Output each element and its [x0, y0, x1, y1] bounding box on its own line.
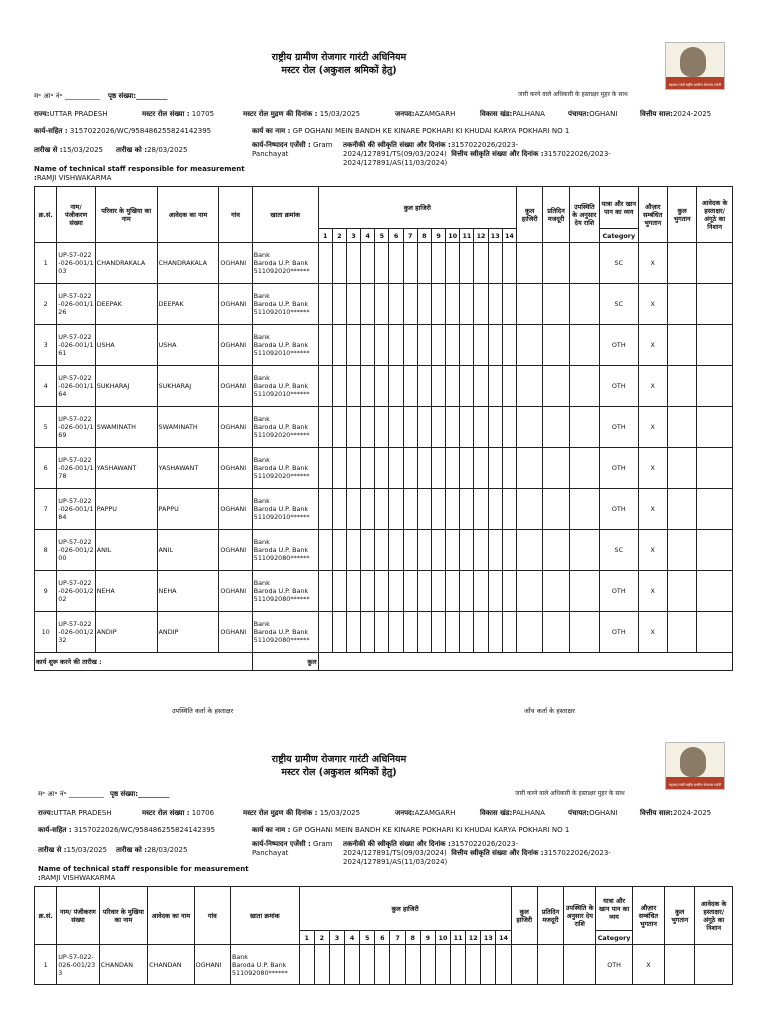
row-head: ANDIP — [95, 612, 157, 653]
from-date-field: तारीख से :15/03/2025 — [34, 146, 103, 154]
print-date-field: मस्टर रोल मुद्रण की दिनांक : 15/03/2025 — [243, 809, 361, 817]
attendance-cell[interactable] — [435, 945, 450, 985]
day-header: 1 — [318, 229, 332, 243]
logo-caption: महात्मा गांधी राष्ट्रीय ग्रामीण रोजगार गारंटी — [668, 783, 722, 787]
act-title: राष्ट्रीय ग्रामीण रोजगार गारंटी अधिनियम — [271, 52, 407, 63]
col-applicant: आवेदक का नाम — [148, 887, 194, 945]
row-account: Bank Baroda U.P. Bank 511092080****** — [252, 571, 318, 612]
row-tools: X — [638, 366, 667, 407]
day-header: 9 — [420, 931, 435, 945]
day-header: 5 — [375, 229, 389, 243]
attendance-cell[interactable] — [329, 945, 344, 985]
district-field: जनपद:AZAMGARH — [395, 809, 456, 817]
row-village: OGHANI — [219, 284, 252, 325]
block-field: विकास खंड:PALHANA — [480, 110, 545, 118]
row-account: Bank Baroda U.P. Bank 511092080****** — [252, 530, 318, 571]
row-head: PAPPU — [95, 489, 157, 530]
col-category: Category — [596, 931, 632, 945]
day-header: 7 — [403, 229, 417, 243]
row-sno: 10 — [35, 612, 57, 653]
row-tools: X — [638, 530, 667, 571]
day-header: 7 — [390, 931, 405, 945]
roll-title: मस्टर रोल (अकुशल श्रमिकों हेतु) — [281, 767, 397, 778]
day-header: 3 — [346, 229, 360, 243]
row-sno: 4 — [35, 366, 57, 407]
attendance-taker-signature: उपस्थिति कर्ता के हस्ताक्षर — [172, 707, 234, 715]
row-village: OGHANI — [219, 325, 252, 366]
col-category: Category — [600, 229, 638, 243]
row-category: OTH — [600, 612, 638, 653]
row-tools: X — [638, 489, 667, 530]
row-due — [564, 945, 596, 985]
day-header: 14 — [496, 931, 511, 945]
day-header: 13 — [488, 229, 502, 243]
attendance-cell[interactable] — [345, 945, 360, 985]
row-signature — [695, 945, 733, 985]
col-due: उपस्थिति के अनुसार देय राशि — [569, 187, 599, 243]
day-header: 11 — [451, 931, 466, 945]
row-tools: X — [638, 243, 667, 284]
gandhi-portrait-icon — [680, 747, 706, 777]
row-registration: UP-57-022-026-001/164 — [57, 366, 95, 407]
row-category: SC — [600, 284, 638, 325]
row-account: Bank Baroda U.P. Bank 511092020****** — [252, 407, 318, 448]
col-total-pay: कुल भुगतान — [667, 187, 696, 243]
panchayat-field: पंचायत:OGHANI — [568, 110, 618, 118]
row-village: OGHANI — [194, 945, 230, 985]
col-head: परिवार के मुखिया का नाम — [95, 187, 157, 243]
col-tools: औज़ार सम्बंधित भुगतान — [632, 887, 664, 945]
day-header: 12 — [466, 931, 481, 945]
col-daily-wage: प्रतिदिन मजदूरी — [543, 187, 569, 243]
row-category: SC — [600, 243, 638, 284]
col-sno: क्र.सं. — [35, 187, 57, 243]
attendance-cell[interactable] — [314, 945, 329, 985]
col-travel: यात्रा और खान पान का व्यय — [596, 887, 632, 931]
day-header: 10 — [435, 931, 450, 945]
seal-note: जारी करने वाले अधिकारी के हस्ताक्षर मुहर के साथ — [518, 91, 628, 98]
roll-number-field: मस्टर रोल संख्या : 10706 — [142, 809, 215, 817]
attendance-cell[interactable] — [420, 945, 435, 985]
to-date-field: तारीख को :28/03/2025 — [116, 146, 188, 154]
row-village: OGHANI — [219, 366, 252, 407]
row-head: SUKHARAJ — [95, 366, 157, 407]
row-tools: X — [638, 571, 667, 612]
row-category: OTH — [600, 407, 638, 448]
day-header: 8 — [405, 931, 420, 945]
start-date-label: कार्य शुरू करने की तारीख : — [35, 653, 253, 671]
muster-table — [34, 886, 733, 985]
state-field: राज्य:UTTAR PRADESH — [34, 110, 108, 118]
col-attendance: कुल हाजिरी — [299, 887, 511, 931]
district-field: जनपद:AZAMGARH — [395, 110, 456, 118]
row-applicant: NEHA — [157, 571, 219, 612]
row-applicant: CHANDAN — [148, 945, 194, 985]
col-registration: नाम/ पंजीकरण संख्या — [57, 887, 99, 945]
row-account: Bank Baroda U.P. Bank 511092080****** — [252, 612, 318, 653]
day-header: 11 — [460, 229, 474, 243]
col-signature: आवेदक के हस्ताक्षर/ अंगूठे का निशान — [695, 887, 733, 945]
panchayat-field: पंचायत:OGHANI — [568, 809, 618, 817]
row-category: OTH — [600, 571, 638, 612]
row-sno: 7 — [35, 489, 57, 530]
row-village: OGHANI — [219, 243, 252, 284]
row-account: Bank Baroda U.P. Bank 511092010****** — [252, 366, 318, 407]
agency-field: कार्य-निष्पादन एजेंसी : Gram Panchayat — [252, 840, 333, 857]
day-header: 2 — [314, 931, 329, 945]
row-sno: 9 — [35, 571, 57, 612]
col-village: गांव — [194, 887, 230, 945]
row-tools: X — [638, 325, 667, 366]
row-daily-wage — [537, 945, 563, 985]
row-registration: UP-57-022-026-001/126 — [57, 284, 95, 325]
sanction-field: तकनीकी की स्वीकृति संख्या और दिनांक :3157022026/2023-2024/127891/TS(09/03/2024) वित्तीय स्वीकृति संख्या और दिनांक :3157022026/2023-2024/127891/AS(11/03/2024) — [343, 141, 611, 167]
row-applicant: SUKHARAJ — [157, 366, 219, 407]
seal-note: जारी करने वाले अधिकारी के हस्ताक्षर मुहर के साथ — [515, 790, 625, 797]
row-village: OGHANI — [219, 571, 252, 612]
page-number: पृष्ठ संख्या:_________ — [108, 92, 168, 100]
row-applicant: CHANDRAKALA — [157, 243, 219, 284]
day-header: 9 — [431, 229, 445, 243]
row-registration: UP-57-022-026-001/161 — [57, 325, 95, 366]
row-sno: 1 — [35, 243, 57, 284]
day-header: 3 — [329, 931, 344, 945]
row-category: OTH — [600, 325, 638, 366]
ma-no: म॰ आ॰ नं॰ __________ — [34, 92, 100, 100]
attendance-cell[interactable] — [375, 945, 390, 985]
day-header: 5 — [360, 931, 375, 945]
row-category: SC — [600, 530, 638, 571]
work-name-field: कार्य का नाम : GP OGHANI MEIN BANDH KE KINARE POKHARI KI KHUDAI KARYA POKHARI NO 1 — [252, 826, 570, 834]
attendance-cell[interactable] — [405, 945, 420, 985]
attendance-cell[interactable] — [451, 945, 466, 985]
roll-number-field: मस्टर रोल संख्या : 10705 — [142, 110, 215, 118]
col-tools: औज़ार सम्बंधित भुगतान — [638, 187, 667, 243]
roll-title: मस्टर रोल (अकुशल श्रमिकों हेतु) — [281, 65, 397, 76]
fy-field: वित्तीय साल:2024-2025 — [640, 809, 712, 817]
col-total-attendance: कुल हाजिरी — [517, 187, 543, 243]
col-total-attendance: कुल हाजिरी — [511, 887, 537, 945]
row-head: YASHAWANT — [95, 448, 157, 489]
attendance-cell[interactable] — [466, 945, 481, 985]
day-header: 4 — [361, 229, 375, 243]
row-applicant: ANIL — [157, 530, 219, 571]
row-village: OGHANI — [219, 530, 252, 571]
row-category: OTH — [596, 945, 632, 985]
row-applicant: YASHAWANT — [157, 448, 219, 489]
print-date-field: मस्टर रोल मुद्रण की दिनांक : 15/03/2025 — [243, 110, 361, 118]
total-label: कुल — [252, 653, 318, 671]
col-daily-wage: प्रतिदिन मजदूरी — [537, 887, 563, 945]
row-applicant: PAPPU — [157, 489, 219, 530]
page-number: पृष्ठ संख्या:_________ — [110, 790, 170, 798]
to-date-field: तारीख को :28/03/2025 — [116, 846, 188, 854]
day-header: 14 — [502, 229, 516, 243]
row-head: DEEPAK — [95, 284, 157, 325]
tech-staff-field: Name of technical staff responsible for measurement :RAMJI VISHWAKARMA — [38, 865, 249, 882]
day-header: 1 — [299, 931, 314, 945]
row-account: Bank Baroda U.P. Bank 511092010****** — [252, 325, 318, 366]
row-category: OTH — [600, 448, 638, 489]
row-tools: X — [638, 407, 667, 448]
col-signature: आवेदक के हस्ताक्षर/ अंगूठे का निशान — [697, 187, 733, 243]
act-title: राष्ट्रीय ग्रामीण रोजगार गारंटी अधिनियम — [271, 754, 407, 765]
row-account: Bank Baroda U.P. Bank 511092010****** — [252, 489, 318, 530]
row-registration: UP-57-022-026-001/184 — [57, 489, 95, 530]
row-category: OTH — [600, 366, 638, 407]
row-applicant: ANDIP — [157, 612, 219, 653]
row-registration: UP-57-022-026-001/232 — [57, 612, 95, 653]
col-head: परिवार के मुखिया का नाम — [99, 887, 147, 945]
row-registration: UP-57-022-026-001/202 — [57, 571, 95, 612]
ma-no: म॰ आ॰ नं॰ __________ — [38, 790, 104, 798]
col-registration: नाम/ पंजीकरण संख्या — [57, 187, 95, 243]
col-due: उपस्थिति के अनुसार देय राशि — [564, 887, 596, 945]
row-category: OTH — [600, 489, 638, 530]
row-sno: 3 — [35, 325, 57, 366]
work-name-field: कार्य का नाम : GP OGHANI MEIN BANDH KE KINARE POKHARI KI KHUDAI KARYA POKHARI NO 1 — [252, 127, 570, 135]
table-row — [35, 945, 733, 985]
row-head: NEHA — [95, 571, 157, 612]
row-registration: UP-57-022-026-001/178 — [57, 448, 95, 489]
attendance-cell[interactable] — [299, 945, 314, 985]
row-registration: UP-57-022-026-001/103 — [57, 243, 95, 284]
work-code-field: कार्य-सहित : 3157022026/WC/958486255824142395 — [34, 127, 212, 135]
row-village: OGHANI — [219, 612, 252, 653]
col-account: खाता क्रमांक — [252, 187, 318, 243]
row-sno: 2 — [35, 284, 57, 325]
row-head: ANIL — [95, 530, 157, 571]
col-village: गांव — [219, 187, 252, 243]
col-account: खाता क्रमांक — [230, 887, 299, 945]
table-body — [35, 945, 733, 985]
row-total-attendance — [511, 945, 537, 985]
attendance-cell[interactable] — [360, 945, 375, 985]
day-header: 2 — [332, 229, 346, 243]
row-village: OGHANI — [219, 448, 252, 489]
col-attendance: कुल हाजिरी — [318, 187, 516, 229]
row-applicant: SWAMINATH — [157, 407, 219, 448]
row-sno: 6 — [35, 448, 57, 489]
row-tools: X — [638, 284, 667, 325]
row-village: OGHANI — [219, 489, 252, 530]
day-header: 10 — [446, 229, 460, 243]
row-registration: UP-57-022-026-001/169 — [57, 407, 95, 448]
row-registration: UP-57-022-026-001/200 — [57, 530, 95, 571]
row-village: OGHANI — [219, 407, 252, 448]
col-applicant: आवेदक का नाम — [157, 187, 219, 243]
col-travel: यात्रा और खान पान का व्यय — [600, 187, 638, 229]
day-header: 4 — [345, 931, 360, 945]
row-applicant: USHA — [157, 325, 219, 366]
row-sno: 5 — [35, 407, 57, 448]
fy-field: वित्तीय साल:2024-2025 — [640, 110, 712, 118]
mgnrega-logo — [665, 742, 725, 790]
block-field: विकास खंड:PALHANA — [480, 809, 545, 817]
row-tools: X — [638, 612, 667, 653]
row-sno: 8 — [35, 530, 57, 571]
row-head: SWAMINATH — [95, 407, 157, 448]
row-account: Bank Baroda U.P. Bank 511092010****** — [252, 284, 318, 325]
attendance-cell[interactable] — [390, 945, 405, 985]
row-tools: X — [638, 448, 667, 489]
work-code-field: कार्य-सहित : 3157022026/WC/958486255824142395 — [38, 826, 216, 834]
tech-staff-field: Name of technical staff responsible for measurement :RAMJI VISHWAKARMA — [34, 165, 245, 182]
day-header: 6 — [375, 931, 390, 945]
col-sno: क्र.सं. — [35, 887, 57, 945]
row-registration: UP-57-022-026-001/233 — [57, 945, 99, 985]
row-head: USHA — [95, 325, 157, 366]
day-header: 6 — [389, 229, 403, 243]
row-head: CHANDRAKALA — [95, 243, 157, 284]
row-total-pay — [665, 945, 695, 985]
day-header: 13 — [481, 931, 496, 945]
col-total-pay: कुल भुगतान — [665, 887, 695, 945]
from-date-field: तारीख से :15/03/2025 — [38, 846, 107, 854]
attendance-cell[interactable] — [496, 945, 511, 985]
row-account: Bank Baroda U.P. Bank 511092020****** — [252, 243, 318, 284]
row-head: CHANDAN — [99, 945, 147, 985]
row-applicant: DEEPAK — [157, 284, 219, 325]
attendance-cell[interactable] — [481, 945, 496, 985]
day-header: 8 — [417, 229, 431, 243]
row-sno: 1 — [35, 945, 57, 985]
state-field: राज्य:UTTAR PRADESH — [38, 809, 112, 817]
logo-caption: महात्मा गांधी राष्ट्रीय ग्रामीण रोजगार गारंटी — [668, 83, 722, 87]
day-header: 12 — [474, 229, 488, 243]
row-account: Bank Baroda U.P. Bank 511092080****** — [230, 945, 299, 985]
sanction-field: तकनीकी की स्वीकृति संख्या और दिनांक :3157022026/2023-2024/127891/TS(09/03/2024) वित्तीय स्वीकृति संख्या और दिनांक :3157022026/2023-2024/127891/AS(11/03/2024) — [343, 840, 611, 866]
checker-signature: जाँच कर्ता के हस्ताक्षर — [524, 707, 575, 715]
row-tools: X — [632, 945, 664, 985]
row-account: Bank Baroda U.P. Bank 511092020****** — [252, 448, 318, 489]
agency-field: कार्य-निष्पादन एजेंसी : Gram Panchayat — [252, 141, 333, 158]
